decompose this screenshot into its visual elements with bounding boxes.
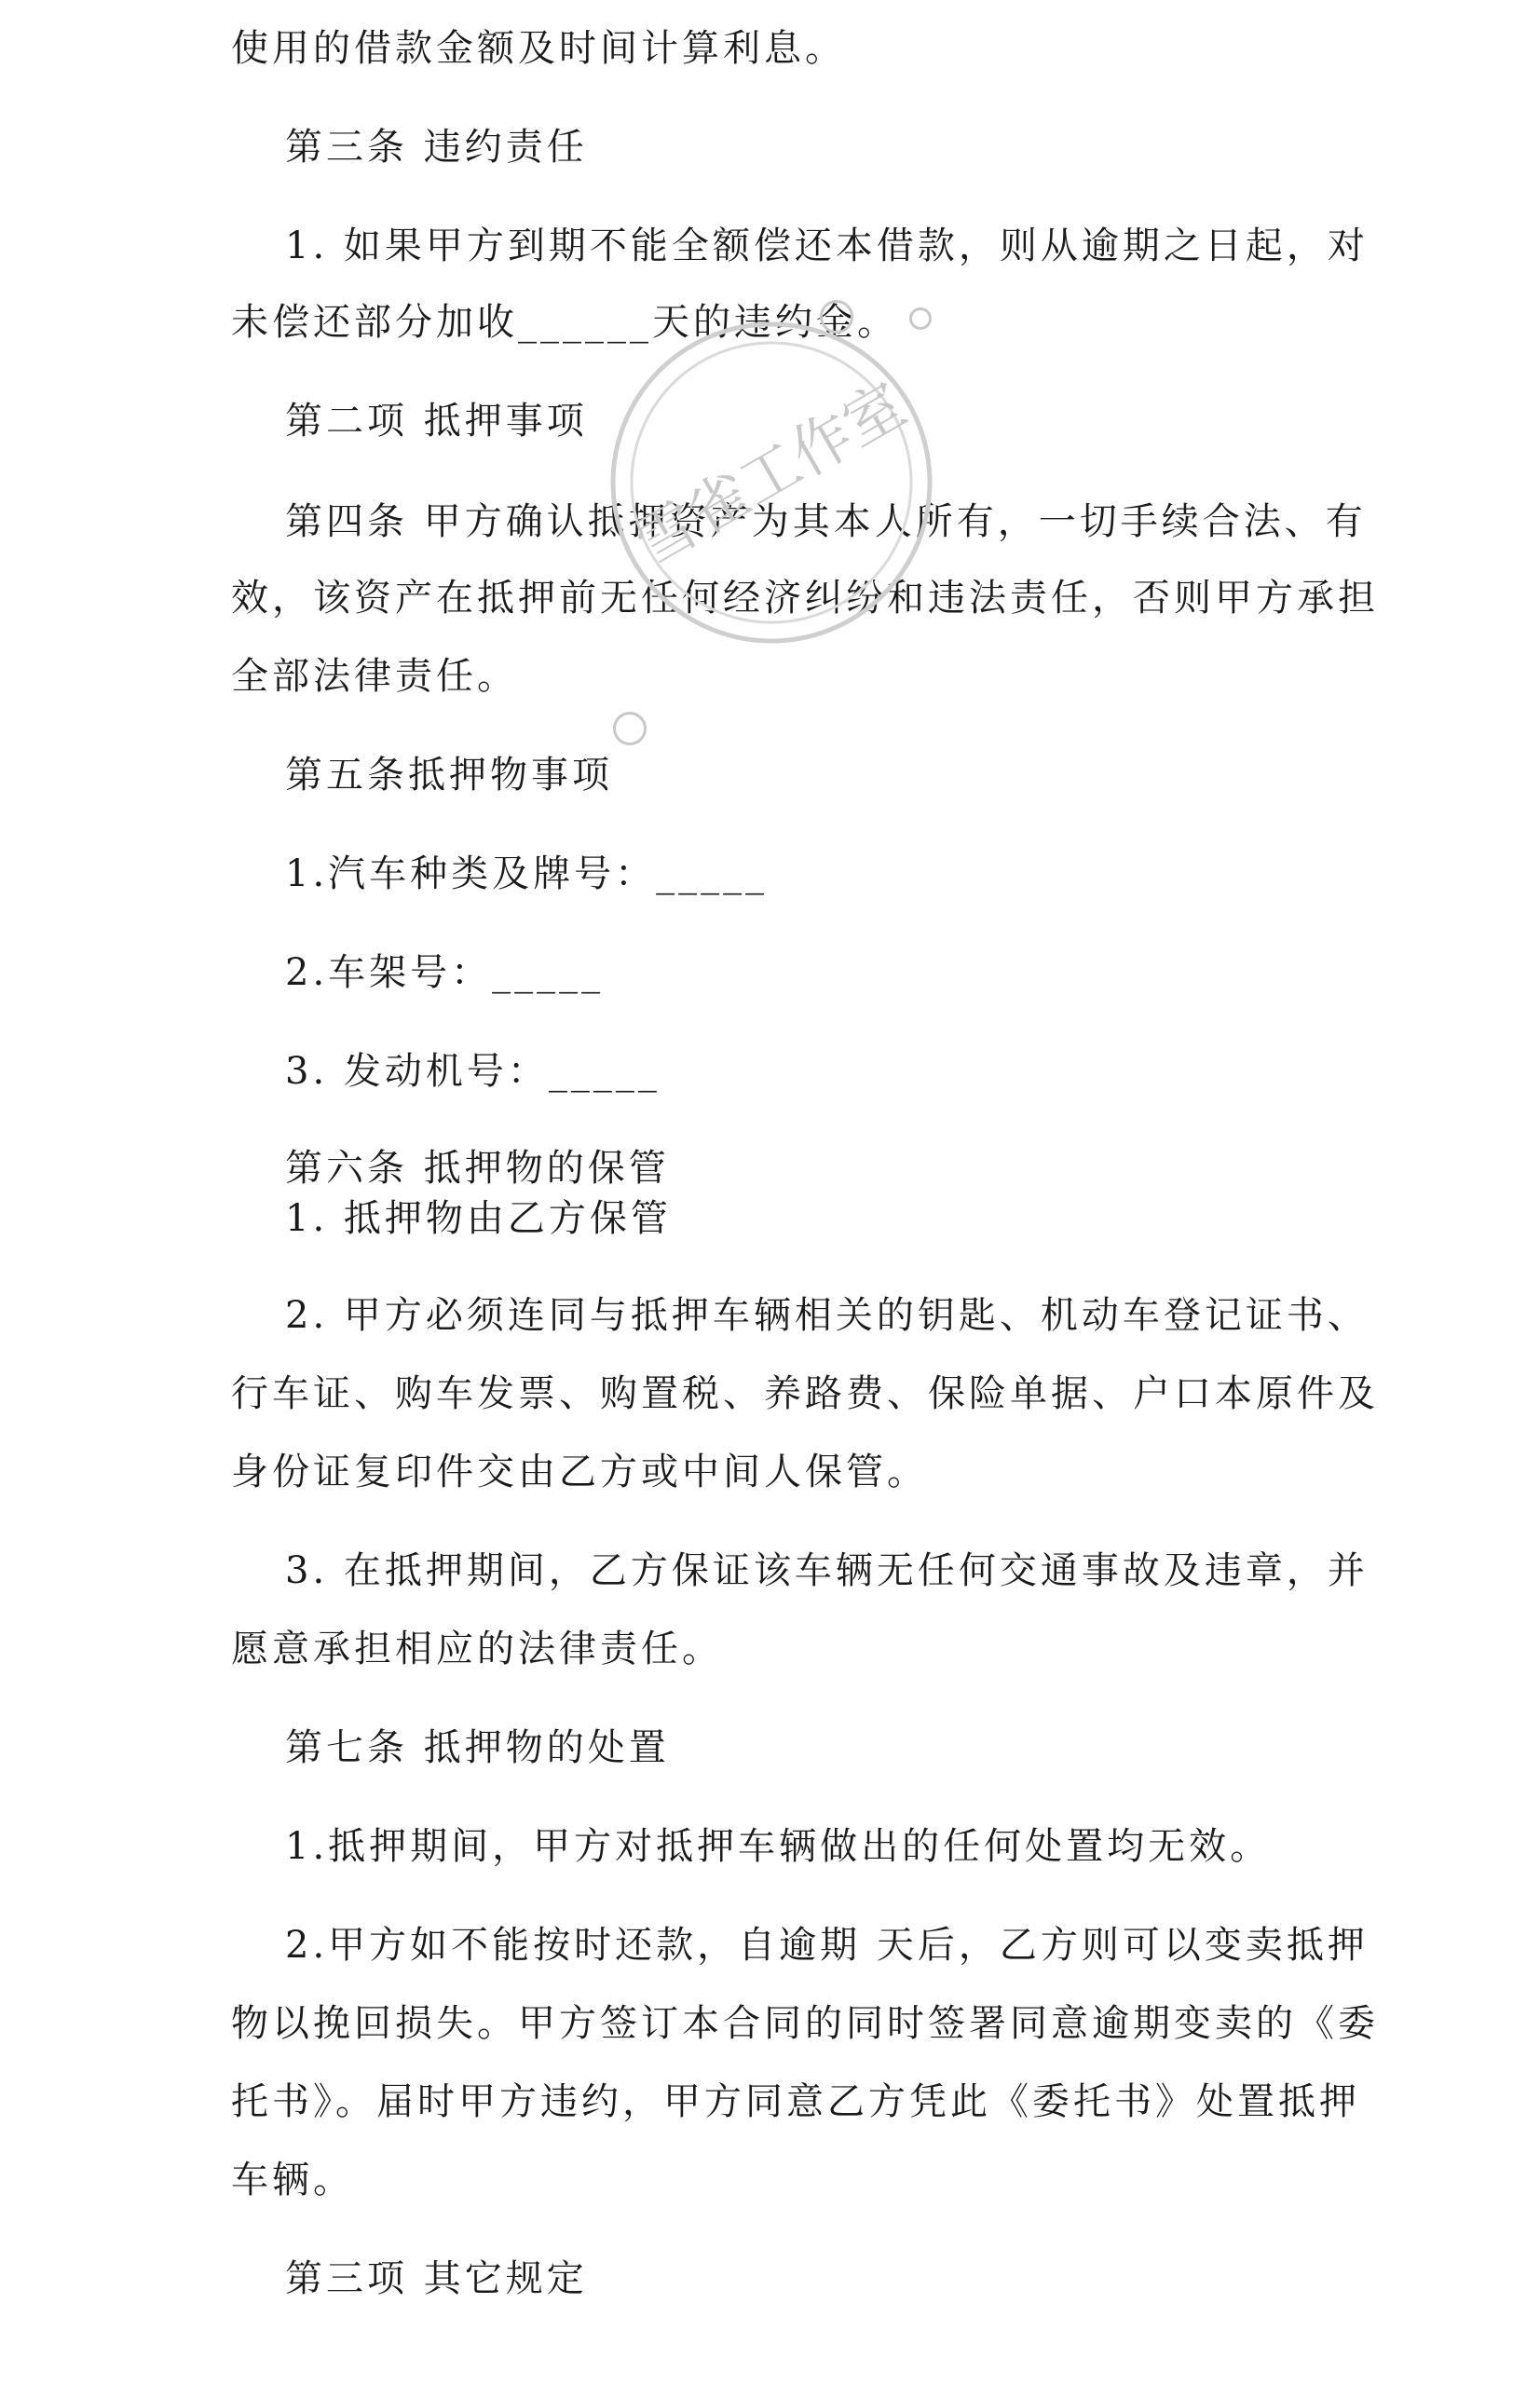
section-heading: 第七条 抵押物的处置 bbox=[285, 1726, 670, 1769]
paragraph-line: 第四条 甲方确认抵押资产为其本人所有，一切手续合法、有 bbox=[285, 500, 1367, 543]
paragraph-line: 未偿还部分加收______天的违约金。 bbox=[231, 301, 898, 344]
paragraph-line: 1. 抵押物由乙方保管 bbox=[285, 1197, 672, 1240]
watermark-circle-icon bbox=[613, 712, 647, 745]
paragraph-line: 3. 发动机号：_____ bbox=[285, 1050, 661, 1093]
section-heading: 第三项 其它规定 bbox=[285, 2257, 588, 2300]
paragraph-line: 2.车架号：_____ bbox=[285, 951, 605, 994]
paragraph-line: 2. 甲方必须连同与抵押车辆相关的钥匙、机动车登记证书、 bbox=[285, 1294, 1369, 1337]
paragraph-line: 物以挽回损失。甲方签订本合同的同时签署同意逾期变卖的《委 bbox=[231, 2002, 1379, 2045]
watermark-text: 雪雀工作室 bbox=[624, 370, 918, 579]
paragraph-line: 使用的借款金额及时间计算利息。 bbox=[231, 27, 846, 70]
section-heading: 第二项 抵押事项 bbox=[285, 400, 588, 443]
paragraph-line: 全部法律责任。 bbox=[231, 655, 518, 698]
paragraph-line: 2.甲方如不能按时还款，自逾期 天后，乙方则可以变卖抵押 bbox=[285, 1924, 1369, 1967]
paragraph-line: 愿意承担相应的法律责任。 bbox=[231, 1628, 723, 1670]
paragraph-line: 效，该资产在抵押前无任何经济纠纷和违法责任，否则甲方承担 bbox=[231, 577, 1379, 620]
paragraph-line: 1.汽车种类及牌号：_____ bbox=[285, 852, 769, 895]
section-heading: 第五条抵押物事项 bbox=[285, 754, 613, 797]
section-heading: 第六条 抵押物的保管 bbox=[285, 1147, 670, 1190]
watermark-circle-icon bbox=[909, 307, 932, 330]
paragraph-line: 身份证复印件交由乙方或中间人保管。 bbox=[231, 1451, 928, 1493]
paragraph-line: 行车证、购车发票、购置税、养路费、保险单据、户口本原件及 bbox=[231, 1372, 1379, 1415]
paragraph-line: 车辆。 bbox=[231, 2159, 354, 2201]
paragraph-line: 托书》。届时甲方违约，甲方同意乙方凭此《委托书》处置抵押 bbox=[231, 2080, 1360, 2123]
paragraph-line: 3. 在抵押期间，乙方保证该车辆无任何交通事故及违章，并 bbox=[285, 1549, 1369, 1592]
paragraph-line: 1. 如果甲方到期不能全额偿还本借款，则从逾期之日起，对 bbox=[285, 225, 1369, 267]
section-heading: 第三条 违约责任 bbox=[285, 126, 588, 169]
paragraph-line: 1.抵押期间，甲方对抵押车辆做出的任何处置均无效。 bbox=[285, 1825, 1272, 1868]
watermark-circle-icon bbox=[820, 300, 853, 334]
